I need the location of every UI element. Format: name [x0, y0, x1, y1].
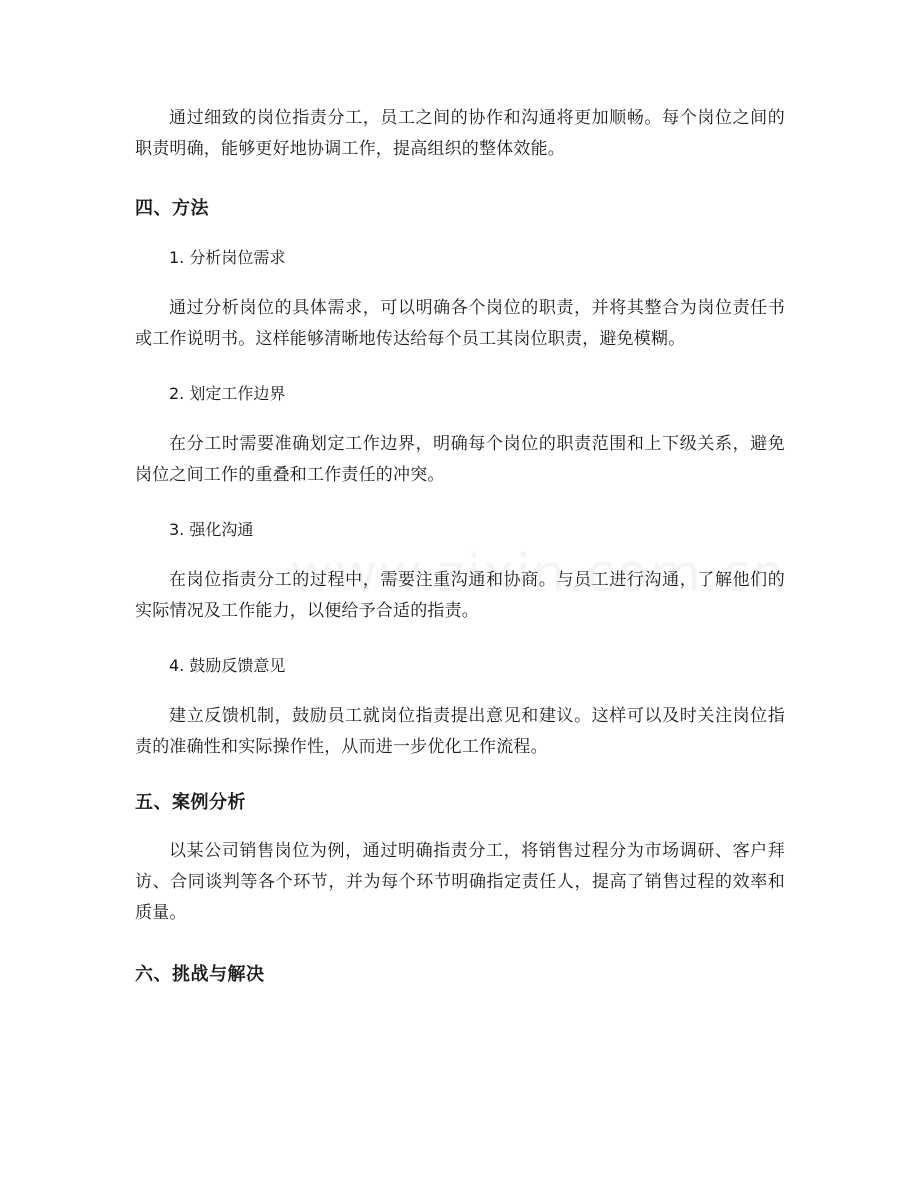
method-item-2-title: 2. 划定工作边界: [169, 384, 286, 403]
intro-paragraph: 通过细致的岗位指责分工，员工之间的协作和沟通将更加顺畅。每个岗位之间的职责明确，能够更好地协调工作，提高组织的整体效能。: [135, 108, 785, 159]
method-item-2-paragraph: 在分工时需要准确划定工作边界，明确每个岗位的职责范围和上下级关系，避免岗位之间工作的重叠和工作责任的冲突。: [135, 434, 785, 485]
case-study-paragraph: 以某公司销售岗位为例，通过明确指责分工，将销售过程分为市场调研、客户拜访、合同谈判等各个环节，并为每个环节明确指定责任人，提高了销售过程的效率和质量。: [135, 841, 785, 923]
section-heading-case-study: 五、案例分析: [135, 792, 246, 813]
method-item-3-title: 3. 强化沟通: [169, 520, 254, 539]
method-item-1-paragraph: 通过分析岗位的具体需求，可以明确各个岗位的职责，并将其整合为岗位责任书或工作说明书。这样能够清晰地传达给每个员工其岗位职责，避免模糊。: [135, 298, 785, 349]
method-item-3-paragraph: 在岗位指责分工的过程中，需要注重沟通和协商。与员工进行沟通，了解他们的实际情况及工作能力，以便给予合适的指责。: [135, 570, 785, 621]
section-heading-challenges: 六、挑战与解决: [135, 964, 265, 985]
method-item-1-title: 1. 分析岗位需求: [169, 248, 286, 267]
method-item-4-title: 4. 鼓励反馈意见: [169, 656, 286, 675]
section-heading-methods: 四、方法: [135, 198, 209, 219]
method-item-4-paragraph: 建立反馈机制，鼓励员工就岗位指责提出意见和建议。这样可以及时关注岗位指责的准确性和实际操作性，从而进一步优化工作流程。: [135, 706, 785, 757]
